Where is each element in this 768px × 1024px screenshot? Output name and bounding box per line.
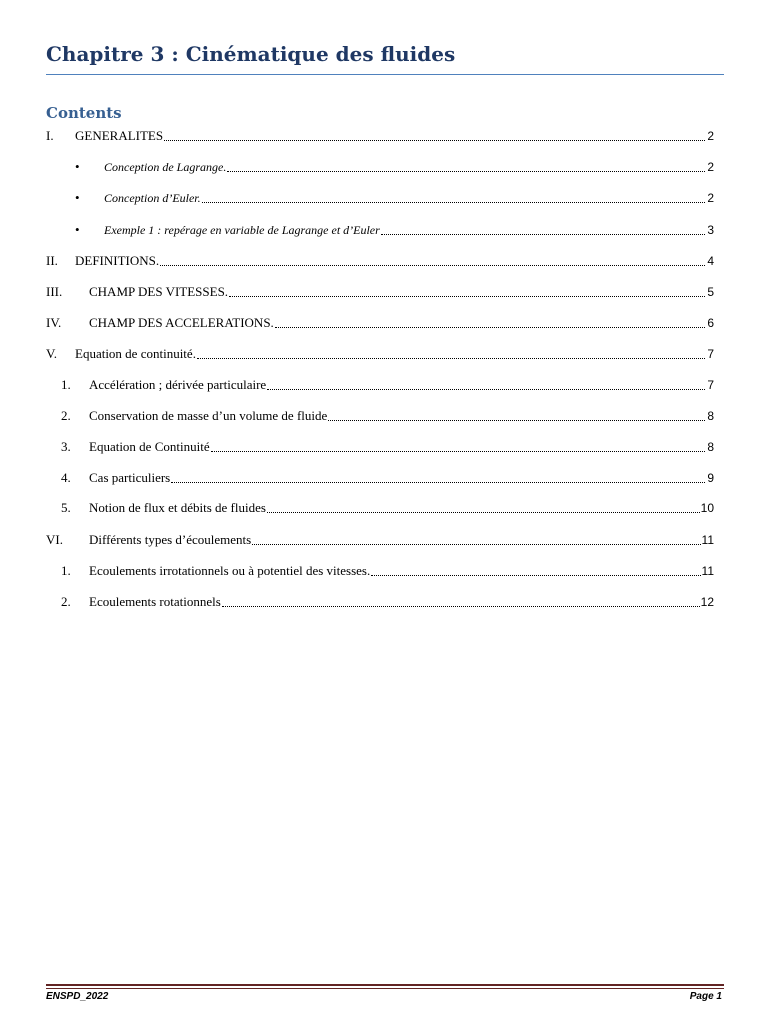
dot-leader (229, 296, 705, 297)
toc-entry-number: III. (46, 284, 63, 299)
toc-entry-number: 1. (61, 377, 71, 392)
document-title: Chapitre 3 : Cinématique des fluides (46, 42, 456, 66)
toc-entry-page: 8 (707, 440, 714, 454)
dot-leader (222, 606, 700, 607)
toc-entry[interactable] (0, 157, 768, 177)
toc-entry-title: Différents types d’écoulements (89, 532, 252, 547)
toc-entry-title: CHAMP DES VITESSES. (89, 284, 229, 299)
toc-entry-title: Conception de Lagrange. (104, 160, 227, 174)
toc-entry-line (89, 592, 714, 612)
toc-entry-page: 9 (707, 471, 714, 485)
toc-entry[interactable] (0, 561, 768, 581)
toc-entry-title: Cas particuliers (89, 470, 171, 485)
bullet-icon: • (75, 222, 80, 237)
toc-entry-line (89, 375, 714, 395)
toc-entry[interactable] (0, 592, 768, 612)
toc-entry-line (104, 220, 714, 240)
footer-page-number: Page 1 (689, 991, 722, 1002)
toc-entry-page: 2 (707, 160, 714, 174)
footer-divider-thin (46, 988, 724, 989)
dot-leader (267, 389, 705, 390)
dot-leader (160, 265, 705, 266)
footer-divider-thick (46, 984, 724, 986)
toc-entry[interactable] (0, 126, 768, 146)
toc-entry-number: I. (46, 128, 54, 143)
toc-entry[interactable] (0, 220, 768, 240)
toc-entry-line (75, 251, 714, 271)
toc-entry-page: 11 (701, 533, 714, 547)
dot-leader (275, 327, 705, 328)
toc-entry-number: II. (46, 253, 58, 268)
toc-entry-title: Equation de Continuité (89, 439, 210, 454)
toc-entry-line (89, 530, 714, 550)
toc-entry-line (89, 282, 714, 302)
toc-entry[interactable] (0, 251, 768, 271)
dot-leader (381, 234, 705, 235)
toc-entry-line (89, 561, 714, 581)
toc-entry[interactable] (0, 530, 768, 550)
toc-entry-page: 7 (707, 378, 714, 392)
toc-entry-title: DEFINITIONS. (75, 253, 160, 268)
toc-entry-page: 4 (707, 254, 714, 268)
toc-entry-page: 8 (707, 409, 714, 423)
dot-leader (202, 202, 705, 203)
toc-entry-title: Exemple 1 : repérage en variable de Lagrange et d’Euler (104, 223, 380, 237)
toc-entry-number: 1. (61, 563, 71, 578)
toc-entry-number: 4. (61, 470, 71, 485)
toc-entry-line (75, 126, 714, 146)
dot-leader (328, 420, 705, 421)
toc-entry[interactable] (0, 468, 768, 488)
toc-entry-line (89, 498, 714, 518)
toc-entry-page: 7 (707, 347, 714, 361)
toc-entry-page: 6 (707, 316, 714, 330)
dot-leader (171, 482, 705, 483)
toc-entry-page: 10 (700, 501, 714, 515)
toc-heading: Contents (46, 104, 122, 122)
toc-entry-line (89, 437, 714, 457)
toc-entry[interactable] (0, 375, 768, 395)
toc-entry-number: 5. (61, 500, 71, 515)
toc-entry-title: Conception d’Euler. (104, 191, 201, 205)
toc-entry-title: Notion de flux et débits de fluides (89, 500, 266, 515)
toc-entry-number: V. (46, 346, 57, 361)
toc-entry-title: Accélération ; dérivée particulaire (89, 377, 267, 392)
footer-institution: ENSPD_2022 (46, 991, 109, 1002)
toc-entry[interactable] (0, 282, 768, 302)
toc-entry-page: 3 (707, 223, 714, 237)
toc-entry-number: 2. (61, 408, 71, 423)
toc-entry-line (104, 157, 714, 177)
bullet-icon: • (75, 190, 80, 205)
toc-entry-number: VI. (46, 532, 63, 547)
dot-leader (371, 575, 700, 576)
toc-entry-line (75, 344, 714, 364)
toc-entry[interactable] (0, 188, 768, 208)
toc-entry-number: 2. (61, 594, 71, 609)
toc-entry-page: 2 (707, 191, 714, 205)
toc-entry-title: Conservation de masse d’un volume de fluide (89, 408, 328, 423)
toc-entry-title: Ecoulements irrotationnels ou à potentiel des vitesses. (89, 563, 371, 578)
toc-entry-title: CHAMP DES ACCELERATIONS. (89, 315, 274, 330)
title-divider (46, 74, 724, 75)
toc-entry-page: 5 (707, 285, 714, 299)
toc-entry[interactable] (0, 313, 768, 333)
toc-entry-page: 12 (700, 595, 714, 609)
toc-entry[interactable] (0, 498, 768, 518)
dot-leader (252, 544, 700, 545)
toc-entry-title: Equation de continuité. (75, 346, 196, 361)
toc-entry-title: Ecoulements rotationnels (89, 594, 221, 609)
toc-entry-number: 3. (61, 439, 71, 454)
toc-entry-page: 11 (701, 564, 714, 578)
toc-entry-line (89, 313, 714, 333)
dot-leader (267, 512, 700, 513)
toc-entry-line (104, 188, 714, 208)
dot-leader (227, 171, 705, 172)
dot-leader (197, 358, 705, 359)
toc-entry-number: IV. (46, 315, 62, 330)
toc-entry[interactable] (0, 344, 768, 364)
toc-entry[interactable] (0, 437, 768, 457)
dot-leader (211, 451, 705, 452)
toc-entry-page: 2 (707, 129, 714, 143)
toc-entry-title: GENERALITES (75, 128, 164, 143)
toc-entry-line (89, 406, 714, 426)
bullet-icon: • (75, 159, 80, 174)
toc-entry-line (89, 468, 714, 488)
toc-entry[interactable] (0, 406, 768, 426)
dot-leader (164, 140, 705, 141)
